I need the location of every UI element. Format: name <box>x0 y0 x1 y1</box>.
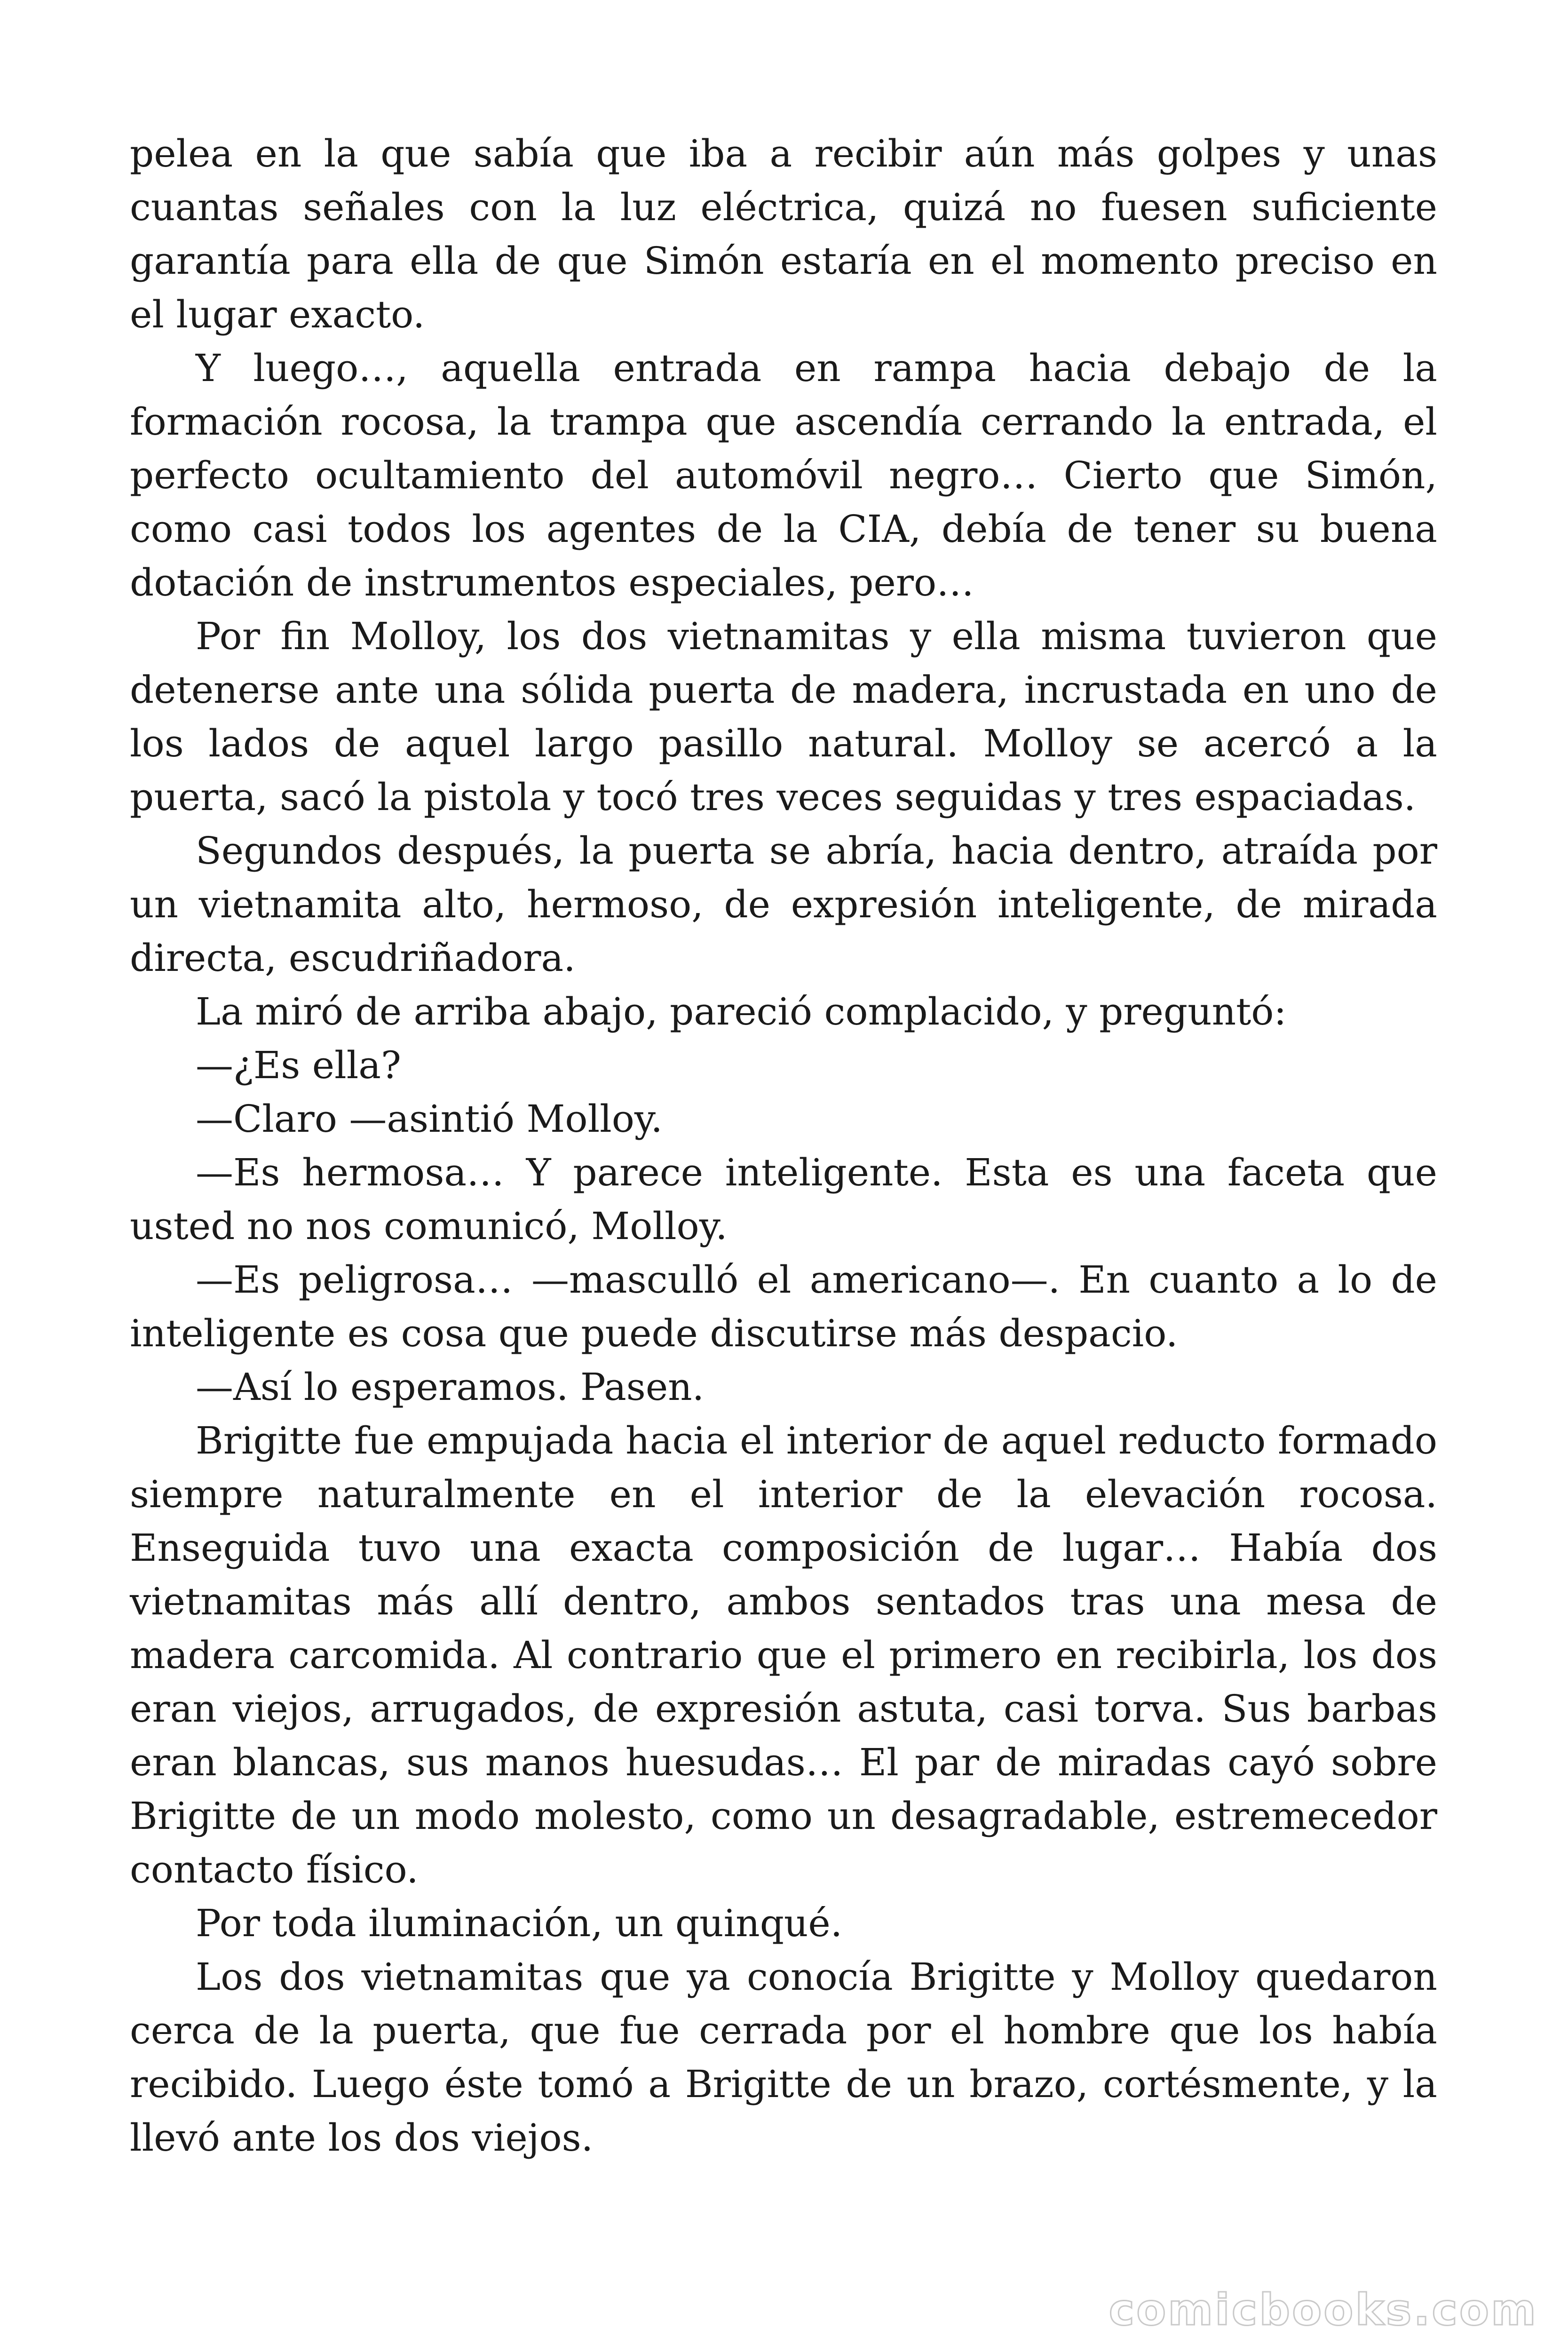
dialogue-line: —Es peligrosa… —masculló el americano—. En cuanto a lo de inteligente es cosa que puede discutirse más despacio. <box>130 1258 1437 1355</box>
body-text <box>130 127 1437 2165</box>
dialogue-line: —Claro —asintió Molloy. <box>196 1097 663 1141</box>
dialogue-line: —Así lo esperamos. Pasen. <box>196 1365 705 1409</box>
paragraph: Brigitte fue empujada hacia el interior de aquel reducto formado siempre naturalmente en el interior de la elevación rocosa. Enseguida tuvo una exacta composición de lugar… Había dos vietnamitas más allí dentro, ambos sentados tras una mesa de madera carcomida. Al contrario que el primero en recibirla, los dos eran viejos, arrugados, de expresión astuta, casi torva. Sus barbas eran blancas, sus manos huesudas… El par de miradas cayó sobre Brigitte de un modo molesto, como un desagradable, estremecedor contacto físico. <box>130 1419 1437 1891</box>
paragraph: Segundos después, la puerta se abría, hacia dentro, atraída por un vietnamita alto, hermoso, de expresión inteligente, de mirada directa, escudriñadora. <box>130 829 1437 980</box>
paragraph: Y luego…, aquella entrada en rampa hacia debajo de la formación rocosa, la trampa que ascendía cerrando la entrada, el perfecto ocultamiento del automóvil negro… Cierto que Simón, como casi todos los agentes de la CIA, debía de tener su buena dotación de instrumentos especiales, pero… <box>130 346 1437 604</box>
dialogue-line: —Es hermosa… Y parece inteligente. Esta es una faceta que usted no nos comunicó, Molloy. <box>130 1151 1437 1248</box>
paragraph: Por toda iluminación, un quinqué. <box>196 1901 843 1945</box>
paragraph: La miró de arriba abajo, pareció complacido, y preguntó: <box>196 990 1287 1033</box>
paragraph: Por fin Molloy, los dos vietnamitas y ella misma tuvieron que detenerse ante una sólida puerta de madera, incrustada en uno de los lados de aquel largo pasillo natural. Molloy se acercó a la puerta, sacó la pistola y tocó tres veces seguidas y tres espaciadas. <box>130 614 1437 819</box>
watermark-logo: comicbooks.com <box>1109 2285 1538 2335</box>
paragraph: Los dos vietnamitas que ya conocía Brigitte y Molloy quedaron cerca de la puerta, que fue cerrada por el hombre que los había recibido. Luego éste tomó a Brigitte de un brazo, cortésmente, y la llevó ante los dos viejos. <box>130 1955 1437 2160</box>
dialogue-line: —¿Es ella? <box>196 1043 401 1087</box>
paragraph-continuation: pelea en la que sabía que iba a recibir aún más golpes y unas cuantas señales con la luz eléctrica, quizá no fuesen suficiente garantía para ella de que Simón estaría en el momento preciso en el lugar exacto. <box>130 132 1437 336</box>
